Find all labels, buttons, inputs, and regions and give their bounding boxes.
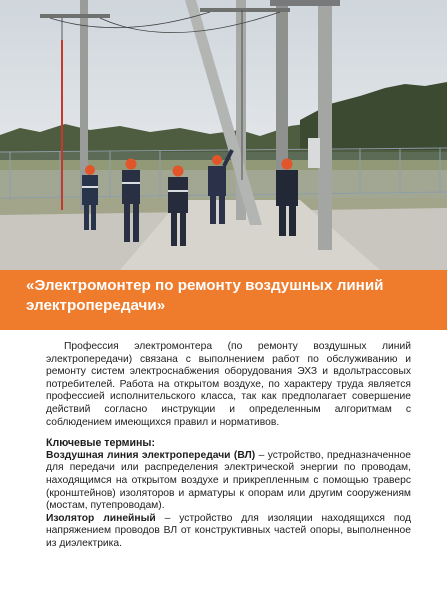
- term-definition: – устройство для изоляции находящихся под напряжением проводов ВЛ от конструктивных частей опоры, выполненное из диэлектрика.: [46, 512, 411, 549]
- terms-heading: Ключевые термины:: [46, 437, 156, 450]
- article-body: [46, 341, 411, 551]
- title-banner: [0, 270, 447, 330]
- term-definition: – устройство, предназначенное для передачи или распределения электрической энергии по проводам, находящимся на открытом воздухе и прикрепленным с помощью траверс (кронштейнов) изоляторов и арматуры к опорам или другим сооружениям (мостам, путепроводам).: [46, 449, 411, 512]
- intro-paragraph: Профессия электромонтера (по ремонту воздушных линий электропередачи) связана с выполнением работ по обслуживанию и ремонту систем электроснабжения оборудования ЭХЗ и вдольтрассовых потребителей. Работа на открытом воздухе, по характеру труда является профессией исполнительского класса, так как предполагает совершение действий согласно инструкции и определенным алгоритмам с соблюдением имеющихся правил и нормативов.: [46, 341, 411, 428]
- term-entry: [46, 450, 411, 513]
- term-entry: [46, 513, 411, 551]
- term-name: Изолятор линейный: [46, 512, 156, 524]
- term-name: Воздушная линия электропередачи (ВЛ): [46, 449, 256, 461]
- header-photo: [0, 0, 447, 270]
- banner-title-line-1: «Электромонтер по ремонту воздушных линий: [26, 277, 384, 294]
- banner-title-line-2: электропередачи»: [26, 297, 166, 314]
